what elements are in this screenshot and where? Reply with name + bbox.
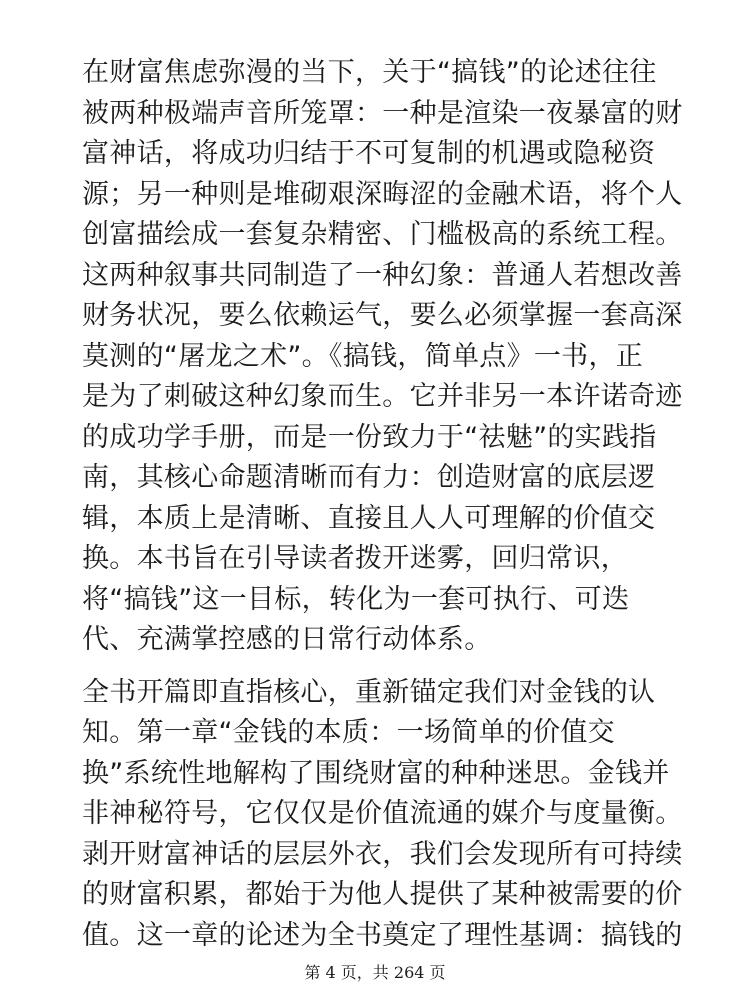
page-number: 第 4 页，共 264 页 bbox=[304, 963, 446, 982]
paragraph-1 bbox=[82, 53, 682, 661]
text-line: 换”系统性地解构了围绕财富的种种迷思。金钱并 bbox=[82, 757, 670, 789]
text-line: 全书开篇即直指核心，重新锚定我们对金钱的认 bbox=[82, 676, 656, 708]
text-line: 莫测的“屠龙之术”。《搞钱，简单点》一书，正 bbox=[82, 340, 644, 372]
text-line: 代、充满掌控感的日常行动体系。 bbox=[82, 624, 492, 655]
body-text bbox=[82, 53, 682, 956]
text-line: 南，其核心命题清晰而有力：创造财富的底层逻 bbox=[82, 462, 656, 493]
text-line: 换。本书旨在引导读者拨开迷雾，回归常识， bbox=[82, 543, 628, 574]
paragraph-2 bbox=[82, 673, 682, 957]
text-line: 辑，本质上是清晰、直接且人人可理解的价值交 bbox=[82, 502, 656, 534]
text-line: 值。这一章的论述为全书奠定了理性基调：搞钱的 bbox=[82, 919, 683, 951]
text-line: 的成功学手册，而是一份致力于“祛魅”的实践指 bbox=[82, 421, 657, 453]
text-line: 的财富积累，都始于为他人提供了某种被需要的价 bbox=[82, 879, 683, 910]
text-line: 剥开财富神话的层层外衣，我们会发现所有可持续 bbox=[82, 838, 683, 870]
text-line: 被两种极端声音所笼罩：一种是渲染一夜暴富的财 bbox=[82, 97, 683, 129]
text-line: 富神话，将成功归结于不可复制的机遇或隐秘资 bbox=[82, 138, 656, 169]
text-line: 非神秘符号，它仅仅是价值流通的媒介与度量衡。 bbox=[82, 798, 683, 829]
text-line: 创富描绘成一套复杂精密、门槛极高的系统工程。 bbox=[82, 219, 683, 250]
text-line: 在财富焦虑弥漫的当下，关于“搞钱”的论述往往 bbox=[82, 57, 657, 88]
text-line: 源；另一种则是堆砌艰深晦涩的金融术语，将个人 bbox=[82, 178, 683, 210]
text-line: 财务状况，要么依赖运气，要么必须掌握一套高深 bbox=[82, 300, 683, 331]
text-line: 将“搞钱”这一目标，转化为一套可执行、可迭 bbox=[82, 583, 630, 615]
text-line: 是为了刺破这种幻象而生。它并非另一本许诺奇迹 bbox=[82, 381, 683, 412]
text-line: 知。第一章“金钱的本质：一场简单的价值交 bbox=[82, 717, 615, 748]
text-line: 这两种叙事共同制造了一种幻象：普通人若想改善 bbox=[82, 259, 683, 291]
